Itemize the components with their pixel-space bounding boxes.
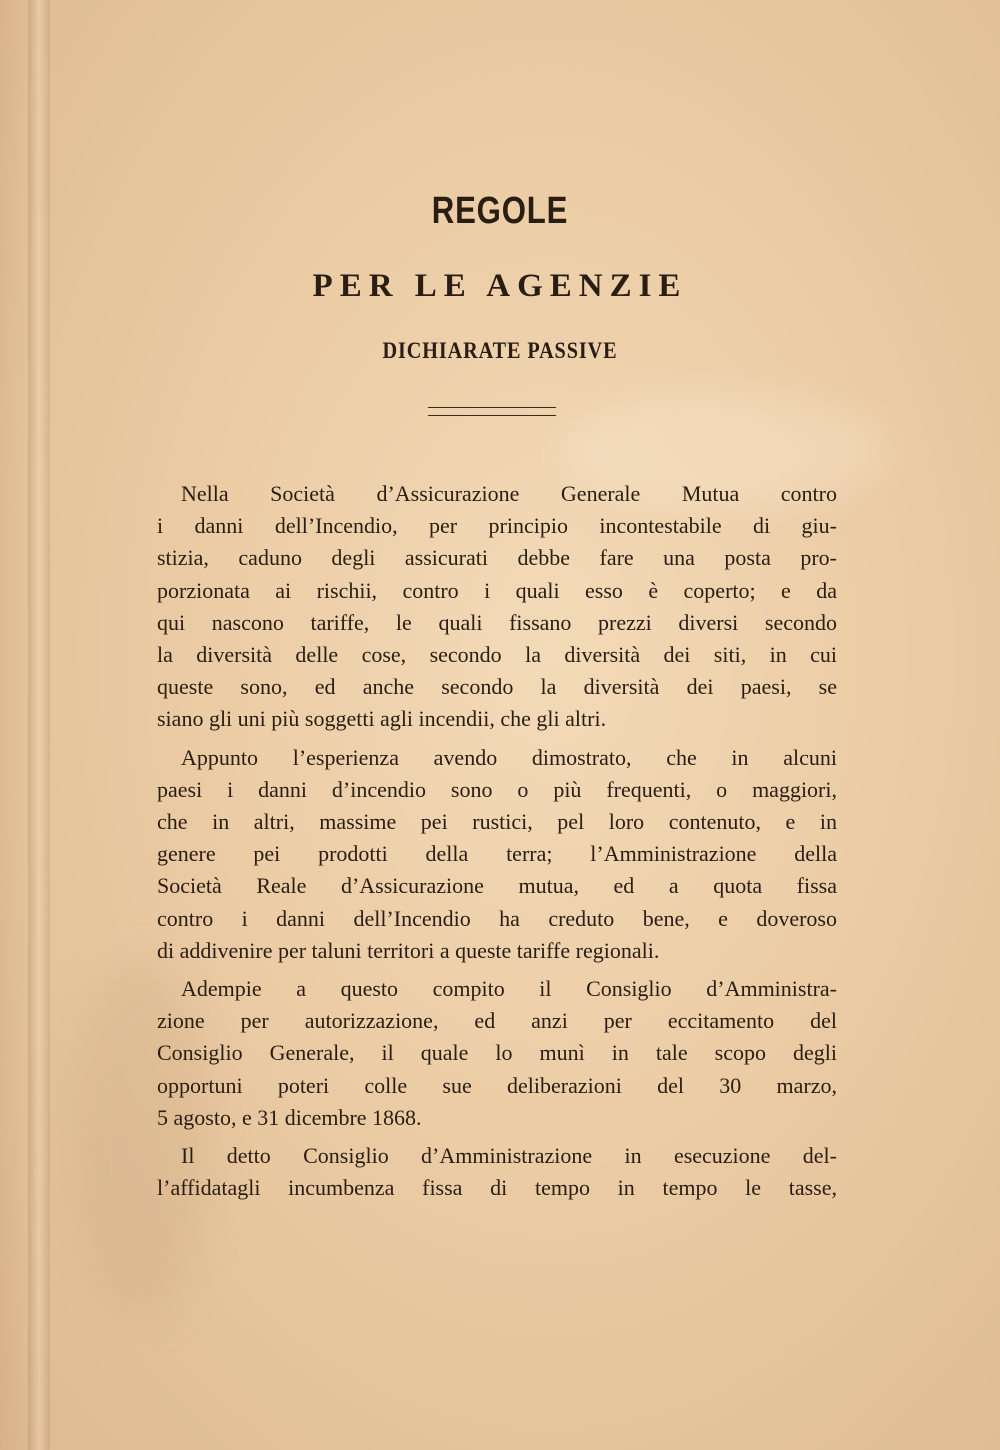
text-line: che in altri, massime pei rustici, pel loro contenuto, e in: [157, 809, 837, 835]
text-line: opportuni poteri colle sue deliberazioni del 30 marzo,: [157, 1072, 837, 1098]
text-line: di addivenire per taluni territori a queste tariffe regionali.: [157, 937, 660, 963]
text-line: stizia, caduno degli assicurati debbe fare una posta pro-: [157, 545, 837, 571]
text-line: genere pei prodotti della terra; l’Amministrazione della: [157, 841, 837, 867]
text-line: la diversità delle cose, secondo la diversità dei siti, in cui: [157, 642, 837, 668]
paragraph-1: [157, 478, 837, 736]
body-text: [157, 478, 837, 1204]
text-line: Nella Società d’Assicurazione Generale Mutua contro: [181, 481, 837, 506]
paragraph-4: [157, 1140, 837, 1204]
text-line: Società Reale d’Assicurazione mutua, ed a quota fissa: [157, 873, 837, 899]
text-line: qui nascono tariffe, le quali fissano prezzi diversi secondo: [157, 609, 837, 635]
paragraph-3: [157, 973, 837, 1134]
text-line: Consiglio Generale, il quale lo munì in tale scopo degli: [157, 1040, 837, 1066]
text-line: contro i danni dell’Incendio ha creduto bene, e doveroso: [157, 905, 837, 931]
paragraph-2: [157, 742, 837, 967]
text-line: porzionata ai rischii, contro i quali esso è coperto; e da: [157, 577, 837, 603]
text-line: zione per autorizzazione, ed anzi per eccitamento del: [157, 1008, 837, 1034]
text-line: paesi i danni d’incendio sono o più frequenti, o maggiori,: [157, 776, 837, 802]
page-subtitle: PER LE AGENZIE: [312, 268, 688, 304]
text-line: siano gli uni più soggetti agli incendii, che gli altri.: [157, 706, 607, 732]
text-line: i danni dell’Incendio, per principio incontestabile di giu-: [157, 513, 837, 539]
text-line: 5 agosto, e 31 dicembre 1868.: [157, 1104, 422, 1130]
text-line: Appunto l’esperienza avendo dimostrato, che in alcuni: [181, 744, 837, 770]
page-fold: [28, 0, 50, 1450]
title-divider: [428, 407, 556, 416]
text-line: queste sono, ed anche secondo la diversità dei paesi, se: [157, 674, 837, 700]
text-line: Il detto Consiglio d’Amministrazione in esecuzione del-: [181, 1143, 837, 1169]
page-title: REGOLE: [431, 190, 569, 232]
page-subsubtitle: DICHIARATE PASSIVE: [382, 338, 618, 363]
text-line: Adempie a questo compito il Consiglio d’Amministra-: [181, 976, 837, 1002]
text-line: l’affidatagli incumbenza fissa di tempo in tempo le tasse,: [157, 1175, 837, 1201]
